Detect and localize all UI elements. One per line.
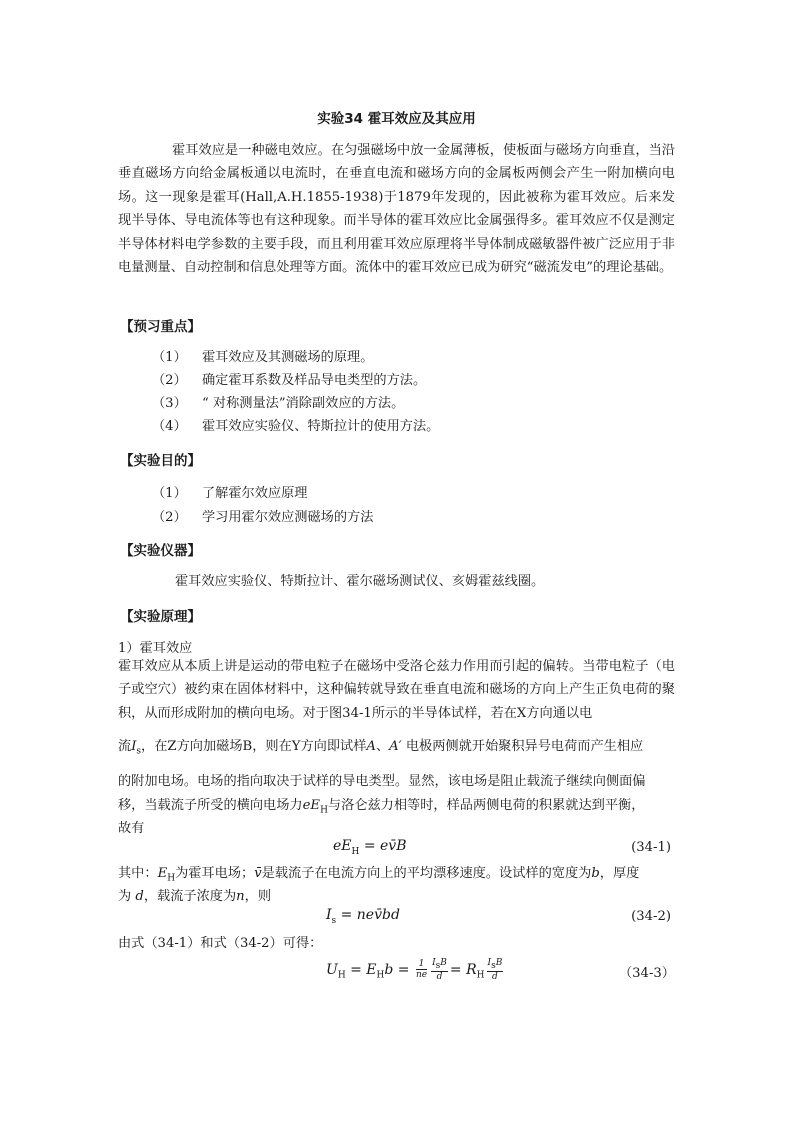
page-title: 实验34 霍耳效应及其应用 [317, 111, 476, 127]
principle-line-4: 移，当载流子所受的横向电场力$eE_H$与洛仑兹力相等时，样品两侧电荷的积累就达到平衡， [118, 798, 645, 816]
equation-number: (34-2) [631, 909, 671, 924]
principle-line-8: 由式（34-1）和式（34-2）可得： [118, 936, 323, 951]
instruments-heading: 【实验仪器】 [120, 543, 201, 559]
list-item: （2） 确定霍耳系数及样品导电类型的方法。 [152, 373, 427, 388]
principle-line-current: 流$I_s$，在Z方向加磁场B，则在Y方向即试样A、A′ 电极两侧就开始聚积异号电荷而产生相应 [118, 739, 644, 757]
equation-number: (34-1) [631, 840, 671, 855]
principle-line-6: 其中：$E_H$为霍耳电场；v̄是载流子在电流方向上的平均漂移速度。设试样的宽度为b，厚度 [118, 866, 640, 884]
equation-34-1: $eE_H$ = ev̄B [333, 838, 407, 857]
preview-heading: 【预习重点】 [120, 319, 201, 335]
equation-34-2: $I_s$ = nev̄bd [326, 907, 400, 926]
list-item: （3） “ 对称测量法”消除副效应的方法。 [152, 396, 405, 411]
list-item: （2） 学习用霍尔效应测磁场的方法 [152, 510, 374, 525]
principle-paragraph-1: 霍耳效应从本质上讲是运动的带电粒子在磁场中受洛仑兹力作用而引起的偏转。当带电粒子（电子或空穴）被约束在固体材料中，这种偏转就导致在垂直电流和磁场的方向上产生正负电荷的聚积，从而形成附加的横向电场。对于图34-1所示的半导体试样，若在X方向通以电 [118, 659, 675, 721]
list-item: （1） 了解霍尔效应原理 [152, 486, 308, 501]
list-item: （1） 霍耳效应及其测磁场的原理。 [152, 350, 374, 365]
list-item: （4） 霍耳效应实验仪、特斯拉计的使用方法。 [152, 419, 440, 434]
equation-number: （34-3） [618, 966, 675, 981]
principle-heading: 【实验原理】 [120, 609, 201, 625]
principle-line-5: 故有 [118, 821, 145, 836]
principle-line-3: 的附加电场。电场的指向取决于试样的导电类型。显然，该电场是阻止载流子继续向侧面偏 [118, 774, 646, 789]
intro-paragraph: 霍耳效应是一种磁电效应。在匀强磁场中放一金属薄板，使板面与磁场方向垂直，当沿垂直磁场方向给金属板通以电流时，在垂直电流和磁场方向的金属板两侧会产生一附加横向电场。这一现象是霍耳(Hall,A.H.1855-1938)于1879年发现的，因此被称为霍耳效应。后来发现半导体、导电流体等也有这种现象。而半导体的霍耳效应比金属强得多。霍耳效应不仅是测定半导体材料电学参数的主要手段，而且利用霍耳效应原理将半导体制成磁敏器件被广泛应用于非电量测量、自动控制和信息处理等方面。流体中的霍耳效应已成为研究“磁流发电”的理论基础。 [118, 143, 675, 276]
subheading-hall-effect: 1）霍耳效应 [118, 641, 193, 656]
purpose-heading: 【实验目的】 [120, 453, 201, 469]
equation-34-3: $U_H = E_Hb$ = $\frac{1}{ne}$ $\frac{I_sB}{d}$ = $R_H$ $\frac{I_sB}{d}$ [326, 958, 503, 982]
principle-line-7: 为 d，载流子浓度为n，则 [118, 889, 272, 904]
instruments-text: 霍耳效应实验仪、特斯拉计、霍尔磁场测试仪、亥姆霍兹线圈。 [175, 574, 545, 589]
